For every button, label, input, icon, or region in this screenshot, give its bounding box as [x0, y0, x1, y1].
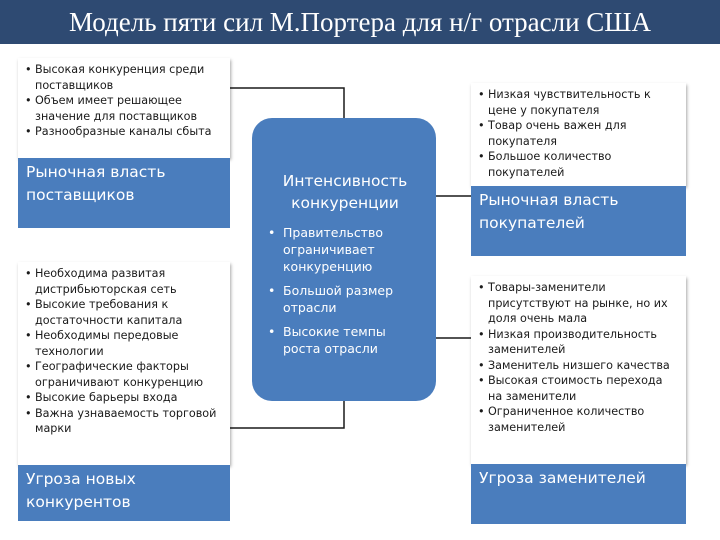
list-item: • Высокие барьеры входа — [24, 390, 224, 406]
list-item: • Правительство ограничивает конкуренцию — [268, 224, 422, 275]
list-item: • Товары-заменители присутствуют на рынке, но их доля очень мала — [477, 280, 680, 327]
buyers-power-text: Рыночная власть покупателей — [479, 191, 619, 232]
suppliers-power-text: Рыночная власть поставщиков — [26, 163, 166, 204]
new-entrants-factors-list — [24, 266, 224, 437]
list-item: • Высокая конкуренция среди поставщиков — [24, 62, 224, 93]
list-item: • Ограниченное количество заменителей — [477, 404, 680, 435]
buyers-factors-card — [471, 83, 686, 186]
list-item: • Высокие темпы роста отрасли — [268, 323, 422, 357]
list-item: • Большое количество покупателей — [477, 149, 680, 180]
buyers-factors-list — [477, 87, 680, 180]
rivalry-title: Интенсивность конкуренции — [282, 172, 408, 212]
list-item: • Заменитель низшего качества — [477, 358, 680, 374]
substitutes-factors-list — [477, 280, 680, 435]
list-item: • Низкая производительность заменителей — [477, 327, 680, 358]
list-item: • Объем имеет решающее значение для поставщиков — [24, 93, 224, 124]
substitutes-threat-label — [471, 464, 686, 524]
connector-suppliers-rivalry — [230, 88, 344, 118]
new-entrants-threat-text: Угроза новых конкурентов — [26, 470, 136, 511]
suppliers-factors-list — [24, 62, 224, 140]
new-entrants-factors-card — [18, 262, 230, 465]
substitutes-factors-card — [471, 276, 686, 464]
list-item: • Товар очень важен для покупателя — [477, 118, 680, 149]
list-item: • Важна узнаваемость торговой марки — [24, 406, 224, 437]
list-item: • Большой размер отрасли — [268, 282, 422, 316]
list-item: • Географические факторы ограничивают конкуренцию — [24, 359, 224, 390]
list-item: • Необходима развитая дистрибьюторская сеть — [24, 266, 224, 297]
list-item: • Разнообразные каналы сбыта — [24, 124, 224, 140]
list-item: • Низкая чувствительность к цене у покупателя — [477, 87, 680, 118]
list-item: • Высокая стоимость перехода на заменители — [477, 373, 680, 404]
page-title: Модель пяти сил М.Портера для н/г отрасли США — [68, 7, 652, 37]
list-item: • Высокие требования к достаточности капитала — [24, 297, 224, 328]
new-entrants-threat-label — [18, 465, 230, 521]
substitutes-threat-text: Угроза заменителей — [479, 469, 646, 487]
connector-rivalry-new-entrants — [230, 401, 344, 428]
list-item: • Необходимы передовые технологии — [24, 328, 224, 359]
suppliers-power-label — [18, 158, 230, 228]
rivalry-box — [252, 118, 436, 401]
suppliers-factors-card — [18, 58, 230, 158]
rivalry-factors-list — [268, 224, 422, 357]
buyers-power-label — [471, 186, 686, 256]
